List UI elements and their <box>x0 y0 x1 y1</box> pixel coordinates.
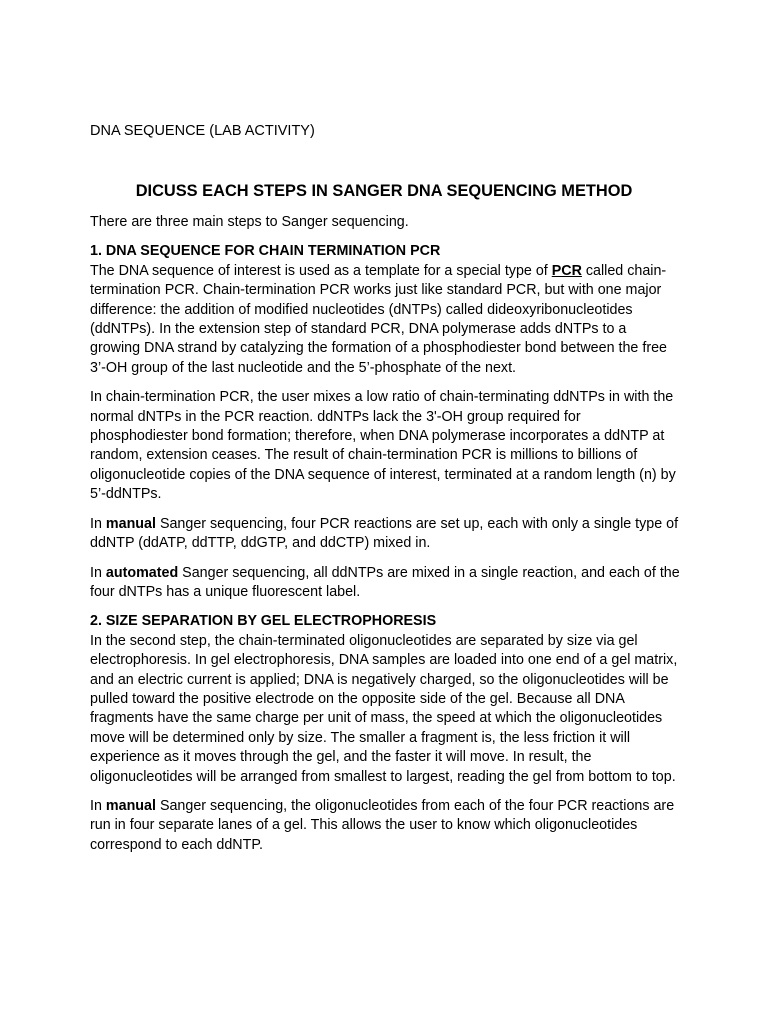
intro-paragraph: There are three main steps to Sanger sequencing. <box>90 214 409 230</box>
section1-paragraph-1 <box>90 262 680 378</box>
document-body <box>90 213 680 865</box>
section1-p1-text-after: called chain-termination PCR. Chain-termination PCR works just like standard PCR, but with one major difference: the addition of modified nucleotides (dNTPs) called dideoxyribonucleotides (ddNTPs). In the extension step of standard PCR, DNA polymerase adds dNTPs to a growing DNA strand by catalyzing the formation of a phosphodiester bond between the free 3’-OH group of the last nucleotide and the 5’-phosphate of the next. <box>90 262 667 376</box>
manual-keyword: manual <box>105 515 156 532</box>
section2-heading: 2. SIZE SEPARATION BY GEL ELECTROPHORESIS <box>90 613 437 630</box>
section1-paragraph-2: In chain-termination PCR, the user mixes a low ratio of chain-terminating ddNTPs in with the normal dNTPs in the PCR reaction. ddNTPs lack the 3'-OH group required for phosphodiester bond formation; therefore, when DNA polymerase incorporates a ddNTP at random, extension ceases. The result of chain-termination PCR is millions to billions of oligonucleotide copies of the DNA sequence of interest, terminated at a random length (n) by 5’-ddNTPs. <box>90 389 676 503</box>
section2-p2-rest: Sanger sequencing, the oligonucleotides from each of the four PCR reactions are run in four separate lanes of a gel. This allows the user to know which oligonucleotides correspond to each ddNTP. <box>90 797 675 853</box>
main-heading: DICUSS EACH STEPS IN SANGER DNA SEQUENCING METHOD <box>135 182 633 200</box>
section1-paragraph-automated <box>90 564 680 603</box>
automated-keyword: automated <box>105 564 179 581</box>
section1-paragraph-manual <box>90 515 680 554</box>
section1-p3-rest: Sanger sequencing, four PCR reactions are set up, each with only a single type of ddNTP (ddATP, ddTTP, ddGTP, and ddCTP) mixed in. <box>90 515 679 552</box>
section2-paragraph-manual <box>90 797 680 855</box>
lab-title: DNA SEQUENCE (LAB ACTIVITY) <box>90 123 315 139</box>
section2-p2-prefix: In <box>90 797 106 814</box>
manual-keyword: manual <box>105 797 156 814</box>
pcr-link[interactable]: PCR <box>551 262 582 279</box>
section1-p4-prefix: In <box>90 564 106 581</box>
section-chain-termination <box>90 242 680 602</box>
section1-heading: 1. DNA SEQUENCE FOR CHAIN TERMINATION PCR <box>90 243 441 260</box>
section1-p1-text-before: The DNA sequence of interest is used as a template for a special type of <box>90 262 552 279</box>
section2-paragraph-1: In the second step, the chain-terminated oligonucleotides are separated by size via gel electrophoresis. In gel electrophoresis, DNA samples are loaded into one end of a gel matrix, and an electric current is applied; DNA is negatively charged, so the oligonucleotides will be pulled toward the positive electrode on the opposite side of the gel. Because all DNA fragments have the same charge per unit of mass, the speed at which the oligonucleotides move will be determined only by size. The smaller a fragment is, the less friction it will experience as it moves through the gel, and the faster it will move. In result, the oligonucleotides will be arranged from smallest to largest, reading the gel from bottom to top. <box>90 632 678 785</box>
section1-p4-rest: Sanger sequencing, all ddNTPs are mixed in a single reaction, and each of the four dNTPs has a unique fluorescent label. <box>90 564 680 600</box>
section-gel-electrophoresis <box>90 612 680 855</box>
section1-p3-prefix: In <box>90 515 106 532</box>
